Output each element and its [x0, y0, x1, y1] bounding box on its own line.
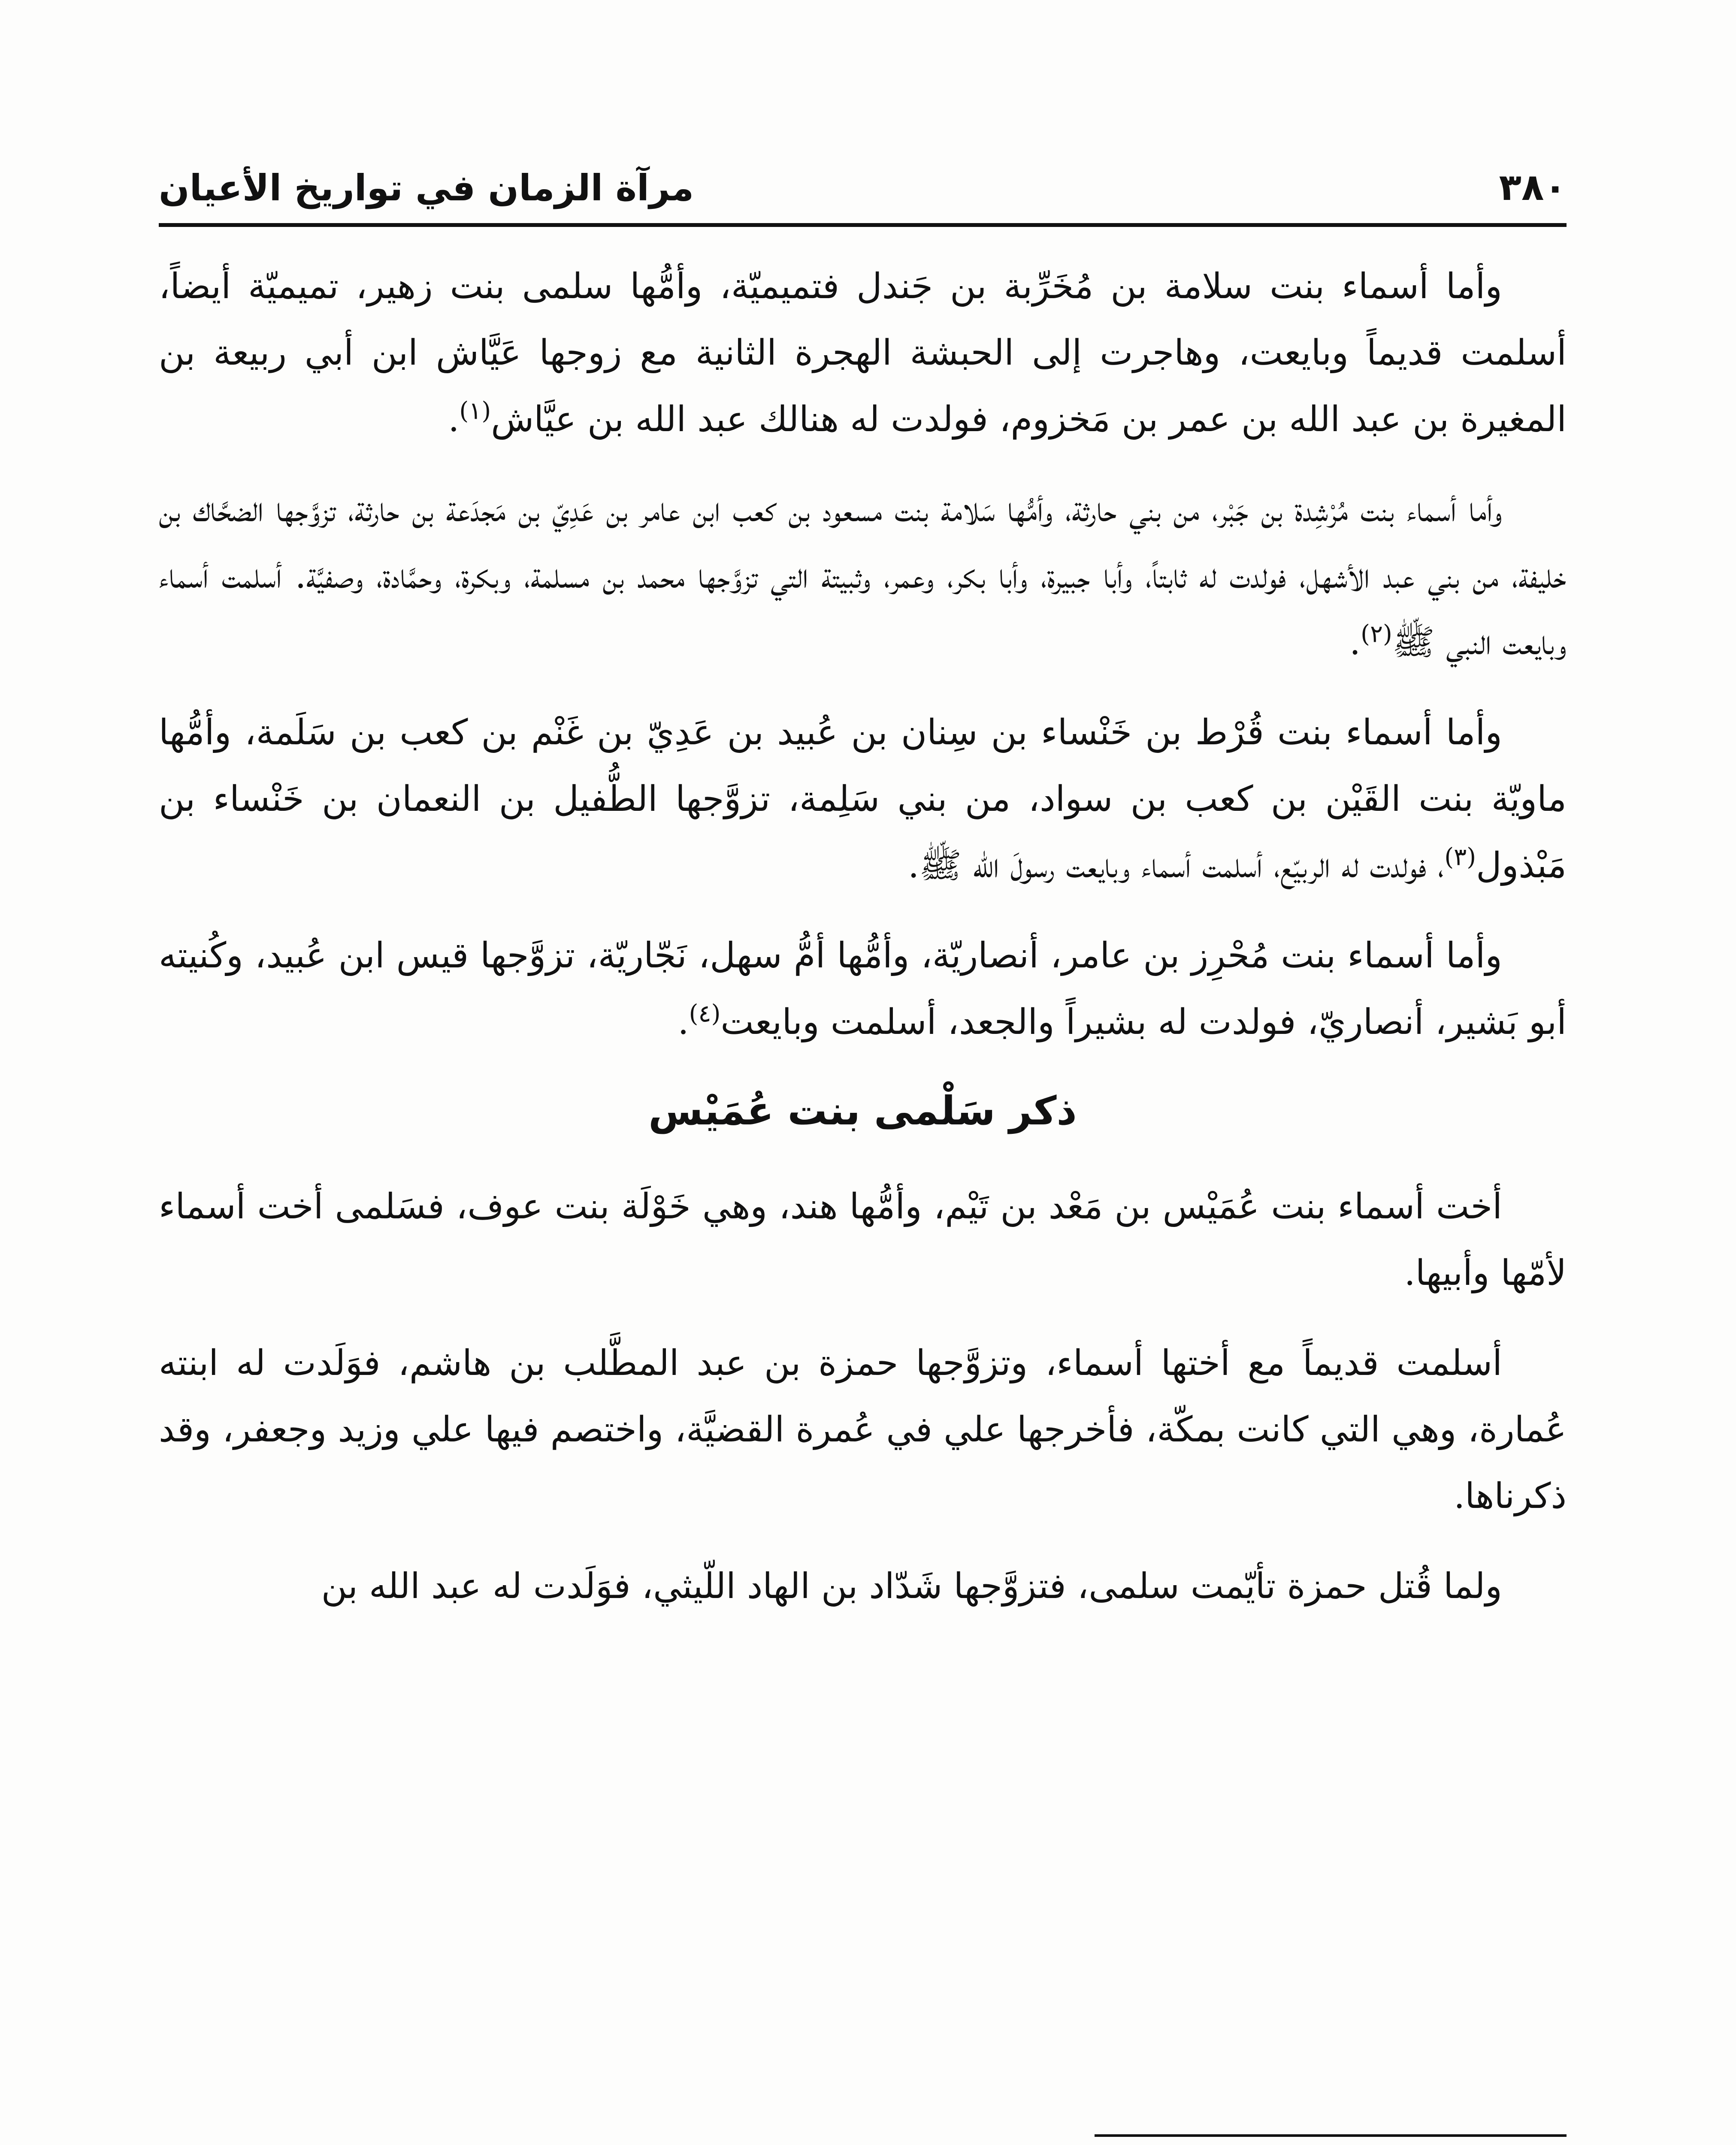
paragraph-salma-islam: أسلمت قديماً مع أختها أسماء، وتزوَّجها حمزة بن عبد المطَّلب بن هاشم، فوَلَدت له ابنته عُمارة، وهي التي كانت بمكّة، فأخرجها علي في عُمرة القضيَّة، واختصم فيها علي وزيد وجعفر، وقد ذكرناها.	[159, 1343, 1567, 1517]
paragraph-text: وأما أسماء بنت مُحْرِز بن عامر، أنصاريّة، وأمُّها أمُّ سهل، نَجّاريّة، تزوَّجها قيس ابن عُبيد، وكُنيته أبو بَشير، أنصاريّ، فولدت له بشيراً والجعد، أسلمت وبايعت	[159, 935, 1567, 1042]
paragraph-end: .	[448, 399, 460, 440]
paragraph-asma-bint-qurt	[159, 699, 1567, 899]
paragraph-end: .	[677, 1002, 689, 1042]
footnote-separator	[1095, 2134, 1567, 2137]
paragraph-salma-remarriage: ولما قُتل حمزة تأيّمت سلمى، فتزوَّجها شَدّاد بن الهاد اللّيثي، فوَلَدت له عبد الله بن	[321, 1566, 1502, 1607]
main-text	[159, 253, 1567, 1643]
paragraph-salma-lineage: أخت أسماء بنت عُمَيْس بن مَعْد بن تَيْم، وأمُّها هند، وهي خَوْلَة بنت عوف، فسَلمى أخت أسماء لأمّها وأبيها.	[159, 1186, 1567, 1293]
paragraph-asma-bint-murshida	[159, 476, 1567, 676]
paragraph-asma-bint-muhriz	[159, 922, 1567, 1055]
paragraph-text-continued: ، فولدت له الربيّع، أسلمت أسماء وبايعت رسولَ الله ﷺ.	[908, 845, 1445, 886]
paragraph-text: وأما أسماء بنت سلامة بن مُخَرِّبة بن جَندل فتميميّة، وأمُّها سلمى بنت زهير، تميميّة أيضاً، أسلمت قديماً وبايعت، وهاجرت إلى الحبشة الهجرة الثانية مع زوجها عَيَّاش ابن أبي ربيعة بن المغيرة بن عبد الله بن عمر بن مَخزوم، فولدت له هنالك عبد الله بن عيَّاش	[159, 266, 1567, 440]
page-number: ٣٨٠	[1499, 166, 1567, 209]
header-rule	[159, 223, 1567, 227]
paragraph-asma-bint-salama	[159, 253, 1567, 453]
paragraph-text: وأما أسماء بنت مُرْشِدة بن جَبْر، من بني حارثة، وأمُّها سَلامة بنت مسعود بن كعب ابن عامر بن عَدِيّ بن مَجدَعة بن حارثة، تزوَّجها الضحَّاك بن خليفة، من بني عبد الأشهل، فولدت له ثابتاً، وأبا جبيرة، وأبا بكر، وعمر، وثبيتة التي تزوَّجها محمد بن مسلمة، وبكرة، وحمَّادة، وصفيَّة. أسلمت أسماء وبايعت النبي ﷺ	[159, 489, 1567, 663]
footnote-ref-2[interactable]: (٢)	[1361, 620, 1392, 648]
book-title: مرآة الزمان في تواريخ الأعيان	[159, 167, 694, 209]
section-heading: ذكر سَلْمى بنت عُمَيْس	[648, 1088, 1077, 1134]
paragraph-text: وأما أسماء بنت قُرْط بن خَنْساء بن سِنان بن عُبيد بن عَدِيّ بن غَنْم بن كعب بن سَلَمة، وأمُّها ماويّة بنت القَيْن بن كعب بن سواد، من بني سَلِمة، تزوَّجها الطُّفيل بن النعمان بن خَنْساء بن مَبْذول	[159, 712, 1567, 886]
footnote-ref-3[interactable]: (٣)	[1444, 843, 1476, 871]
footnote-ref-4[interactable]: (٤)	[689, 1000, 721, 1028]
running-header	[159, 142, 1567, 209]
footnote-ref-1[interactable]: (١)	[459, 397, 491, 425]
paragraph-end: .	[1349, 622, 1361, 663]
